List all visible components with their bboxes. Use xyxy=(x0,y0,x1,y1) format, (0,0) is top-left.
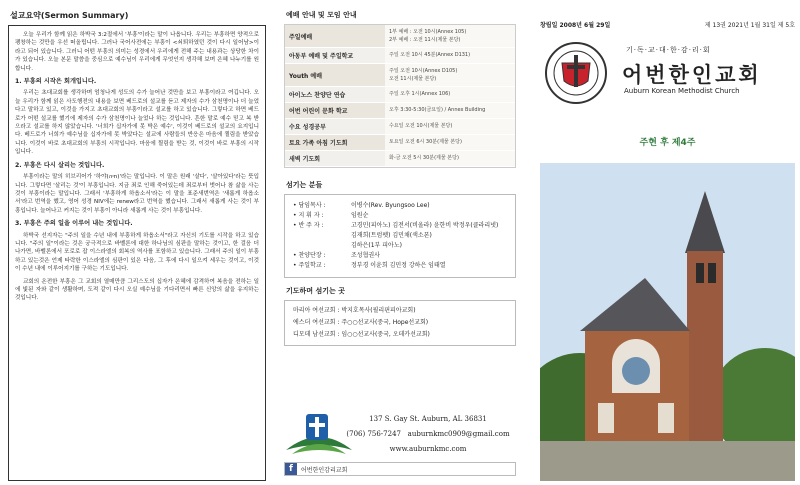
server-value: 조성협권사 xyxy=(351,252,380,259)
prayer-line: 에스더 여선교회 : 주○○선교사(중국, Hope선교회) xyxy=(293,319,429,326)
schedule-time-line: 오후 3:30-5:30(금요일) / Annex Building xyxy=(389,107,486,113)
server-label xyxy=(293,241,351,251)
server-value: 김재희(트럼펫) 김민채(색소폰) xyxy=(351,232,432,239)
schedule-row xyxy=(285,25,515,48)
founded-date: 창립일 2008년 6월 29일 xyxy=(540,22,611,29)
schedule-name: 새벽 기도회 xyxy=(285,151,385,166)
server-label: • 반 주 자 : xyxy=(293,222,324,229)
server-line xyxy=(293,241,507,251)
schedule-title: 예배 안내 및 모임 안내 xyxy=(286,11,357,19)
schedule-time-line: 주일 오전 10시 45분(Annex D131) xyxy=(389,52,471,58)
schedule-time xyxy=(385,64,515,86)
sermon-summary-panel xyxy=(8,8,266,478)
sermon-heading-2: 2. 부흥은 다시 살리는 것입니다. xyxy=(15,161,105,169)
server-label: • 담임목사 : xyxy=(293,202,326,209)
schedule-time xyxy=(385,25,515,47)
server-value: 정부경 이윤희 김민정 강하은 임태열 xyxy=(351,262,446,269)
schedule-time xyxy=(385,87,515,102)
server-line xyxy=(293,231,507,241)
bulletin-header xyxy=(540,20,795,29)
server-label: • 찬양단장 : xyxy=(293,252,326,259)
prayer-line: 디모데 남선교회 : 임○○선교사(중국, 오데카선교회) xyxy=(293,331,430,338)
sermon-heading-3: 3. 부흥은 주의 일을 이루어 내는 것입니다. xyxy=(15,220,133,228)
schedule-name: 아이노스 찬양단 연습 xyxy=(285,87,385,102)
schedule-time-line: 오전 11시(제물 본당) xyxy=(389,76,437,82)
server-line xyxy=(293,221,507,231)
server-label xyxy=(293,231,351,241)
phone-text: (706) 756-7247 xyxy=(346,430,401,438)
server-line xyxy=(293,251,507,261)
server-label: • 주일학교 : xyxy=(293,262,326,269)
sermon-body-3: 하박국 선지자는 "주의 일을 수년 내에 부흥하게 하옵소서"라고 자신의 기도를 시작을 하고 있습니다. "주의 일"이라는 것은 궁극적으로 바벨론에 대한 하나님의 심판을 말하는 것이고, 한 걸음 더 나가면, 바벨론에서 포로로 잡 이스라엘의 회복의 역사를 포함하고 있습니다. 그래서 주의 일이 부흥하고 있는것은 언제 타락한 이스라엘의 심판이 있은 다음, 그 후에 다시 일으켜 세우는 것이고, 이것이 수년 내에 이루어지기를 구하는 기도입니다. xyxy=(15,232,259,273)
info-panel xyxy=(284,8,524,478)
contact-info xyxy=(338,412,518,457)
facebook-label: 어번한인감리교회 xyxy=(301,466,348,474)
schedule-row xyxy=(285,48,515,64)
schedule-time xyxy=(385,48,515,63)
schedule-name: 주일예배 xyxy=(285,25,385,47)
servers-title: 섬기는 분들 xyxy=(286,181,323,189)
church-building-image xyxy=(540,163,795,481)
schedule-name: 어번 어린이 문화 학교 xyxy=(285,103,385,118)
contact-section xyxy=(284,400,524,478)
schedule-time-line: 1부 예배 : 오전 10시(Annex 105) xyxy=(389,29,467,35)
sermon-body-2: 부흥이라는 말의 히브리어가 '하야(חיה)'라는 말입니다. 이 말은 원래 '살다', '살아있다'라는 뜻입니다. 그렇다면 '살리는 것'이 부흥입니다. 지금 죄로 인해 죽어있는데 죄로부터 벗어나 참 삶을 사는 것이 부흥이라는 말입니다. 그래서 '부흥하게 하옵소서'라는 이 말을 표준새번역은 '새롭게 하옵소서'라고 번역을 했고, 영어 성경 NIV에는 renew라고 번역을 했습니다. 그래서 새롭게 사는 것이 부흥입니다. 늘어나고 커지는 것이 부흥이 아니라 새롭게 사는 것이 부흥입니다. xyxy=(15,174,259,214)
server-line xyxy=(293,201,507,211)
schedule-time-line: 주일 오전 10시(Annex D105) xyxy=(389,68,458,74)
server-value: 김하은(1부 피아노) xyxy=(351,242,402,249)
schedule-time-line: 2부 예배 : 오전 11시(제물 본당) xyxy=(389,37,461,43)
schedule-name: 수요 성경공부 xyxy=(285,119,385,134)
servers-box xyxy=(284,194,516,278)
prayer-line: 마리아 여선교회 : 박지호목사(필리핀피아교회) xyxy=(293,307,416,314)
schedule-row xyxy=(285,64,515,87)
schedule-time xyxy=(385,103,515,118)
sermon-box xyxy=(8,25,266,481)
church-name-kr: 어번한인교회 xyxy=(622,63,762,87)
schedule-time-line: 주일 오후 1시(Annex 106) xyxy=(389,91,451,97)
server-value: 임원순 xyxy=(351,212,369,219)
prayer-title: 기도하며 섬기는 곳 xyxy=(286,287,345,295)
email-link[interactable]: auburnkmc0909@gmail.com xyxy=(407,430,510,438)
denomination-tagline: 기·독·교·대·한·감·리·회 xyxy=(626,46,711,54)
server-value: 이병수(Rev. Byungsoo Lee) xyxy=(351,202,430,209)
address-text: 137 S. Gay St. Auburn, AL 36831 xyxy=(369,415,487,423)
cover-panel xyxy=(540,8,795,478)
schedule-row xyxy=(285,103,515,119)
website-link[interactable]: www.auburnkmc.com xyxy=(389,445,467,453)
server-label: • 지 휘 자 : xyxy=(293,212,324,219)
sermon-title: 설교요약(Sermon Summary) xyxy=(10,11,129,20)
phone-email-line xyxy=(338,427,518,442)
sermon-conclusion: 교회의 온전한 부흥은 그 교회의 열매만큼 그리스도의 십자가 은혜에 감격하여 복음을 전하는 일에 빛된 자와 같이 생활하며, 도적 같이 다시 오실 예수님을 기다리면서 빠른 신앙의 삶을 유지하는 것입니다. xyxy=(15,278,259,302)
schedule-row xyxy=(285,119,515,135)
liturgical-week: 주현 후 제4주 xyxy=(639,138,696,148)
schedule-time xyxy=(385,135,515,150)
servers-section xyxy=(284,180,516,278)
schedule-row xyxy=(285,135,515,151)
methodist-seal-icon xyxy=(544,41,608,105)
schedule-row xyxy=(285,151,515,167)
schedule-time-line: 화-금 오전 5시 30분(제물 본당) xyxy=(389,155,459,161)
schedule-name: Youth 예배 xyxy=(285,64,385,86)
schedule-row xyxy=(285,87,515,103)
sermon-heading-1: 1. 부흥의 시작은 회개입니다. xyxy=(15,78,97,86)
issue-info: 제 13권 2021년 1월 31일 제 5호 xyxy=(704,22,795,29)
prayer-box xyxy=(284,300,516,346)
church-brand xyxy=(540,37,795,117)
facebook-link[interactable] xyxy=(284,462,516,476)
schedule-time xyxy=(385,151,515,166)
server-line xyxy=(293,261,507,271)
schedule-name: 아동부 예배 및 주일학교 xyxy=(285,48,385,63)
schedule-table xyxy=(284,24,516,168)
server-line xyxy=(293,211,507,221)
sermon-intro: 오늘 우리가 함께 읽은 하박국 3:2절에서 '부흥'이라는 말이 나옵니다. 우리는 부흥하면 양적으로 팽창하는 것만을 우선 떠올립니다. 그러나 국어사전에는 부흥이 <쇠퇴하였던 것이 다시 일어남>이라고 되어 있습니다. 그러니 어떤 부흥의 의미는 성경에서 우리에게 전해 주는 내용과는 상당한 차이가 있습니다. 오늘 본문 말씀을 중심으로 예수님이 우리에게 무엇인지 생각해 보며 은혜 나누기를 원합니다. xyxy=(15,32,259,72)
schedule-time-line: 토요일 오전 6시 30분(제물 본당) xyxy=(389,139,462,145)
server-value: 고경민(피아노) 김전서(비올라) 윤한비 박정우(클라리넷) xyxy=(351,222,499,229)
schedule-time xyxy=(385,119,515,134)
schedule-name: 토요 가족 아침 기도회 xyxy=(285,135,385,150)
church-name-en: Auburn Korean Methodist Church xyxy=(624,87,740,95)
schedule-time-line: 수요일 오전 10시(제물 본당) xyxy=(389,123,453,129)
prayer-section xyxy=(284,286,516,346)
sermon-body-1: 우리는 초대교회를 생각하며 엄청나게 성도의 수가 늘어난 것만을 보고 부흥이라고 여깁니다. 오늘 우리가 함께 읽은 사도행전의 내용을 보면 베드로의 설교를 듣고 제자의 수가 삼천명이나 더 늘었다고 말하고 있고, 이것을 가지고 초대교회의 부흥이라고 설교를 하고 있습니다. 그렇다고 하면 베드로가 어떤 설교를 했기에 제자의 수가 삼천명이나 늘었나 하는 것입니다. 흔한 말로 예수 믿고 복 받으라고 설교를 하지 않았습니다. '너희가 십자가에 못 박은 예수', 이것이 베드로의 설교의 요지입니다. 베드로가 너희가 예수님을 십자가에 못 박았다는 설교에 사람들의 반응은 마음에 찔림을 받았습니다. 이것이 바로 초대교회의 부흥의 시작입니다. 마음에 찔림을 받는 것, 이것이 바로 부흥의 시작입니다. xyxy=(15,90,259,156)
facebook-icon: f xyxy=(285,463,297,475)
